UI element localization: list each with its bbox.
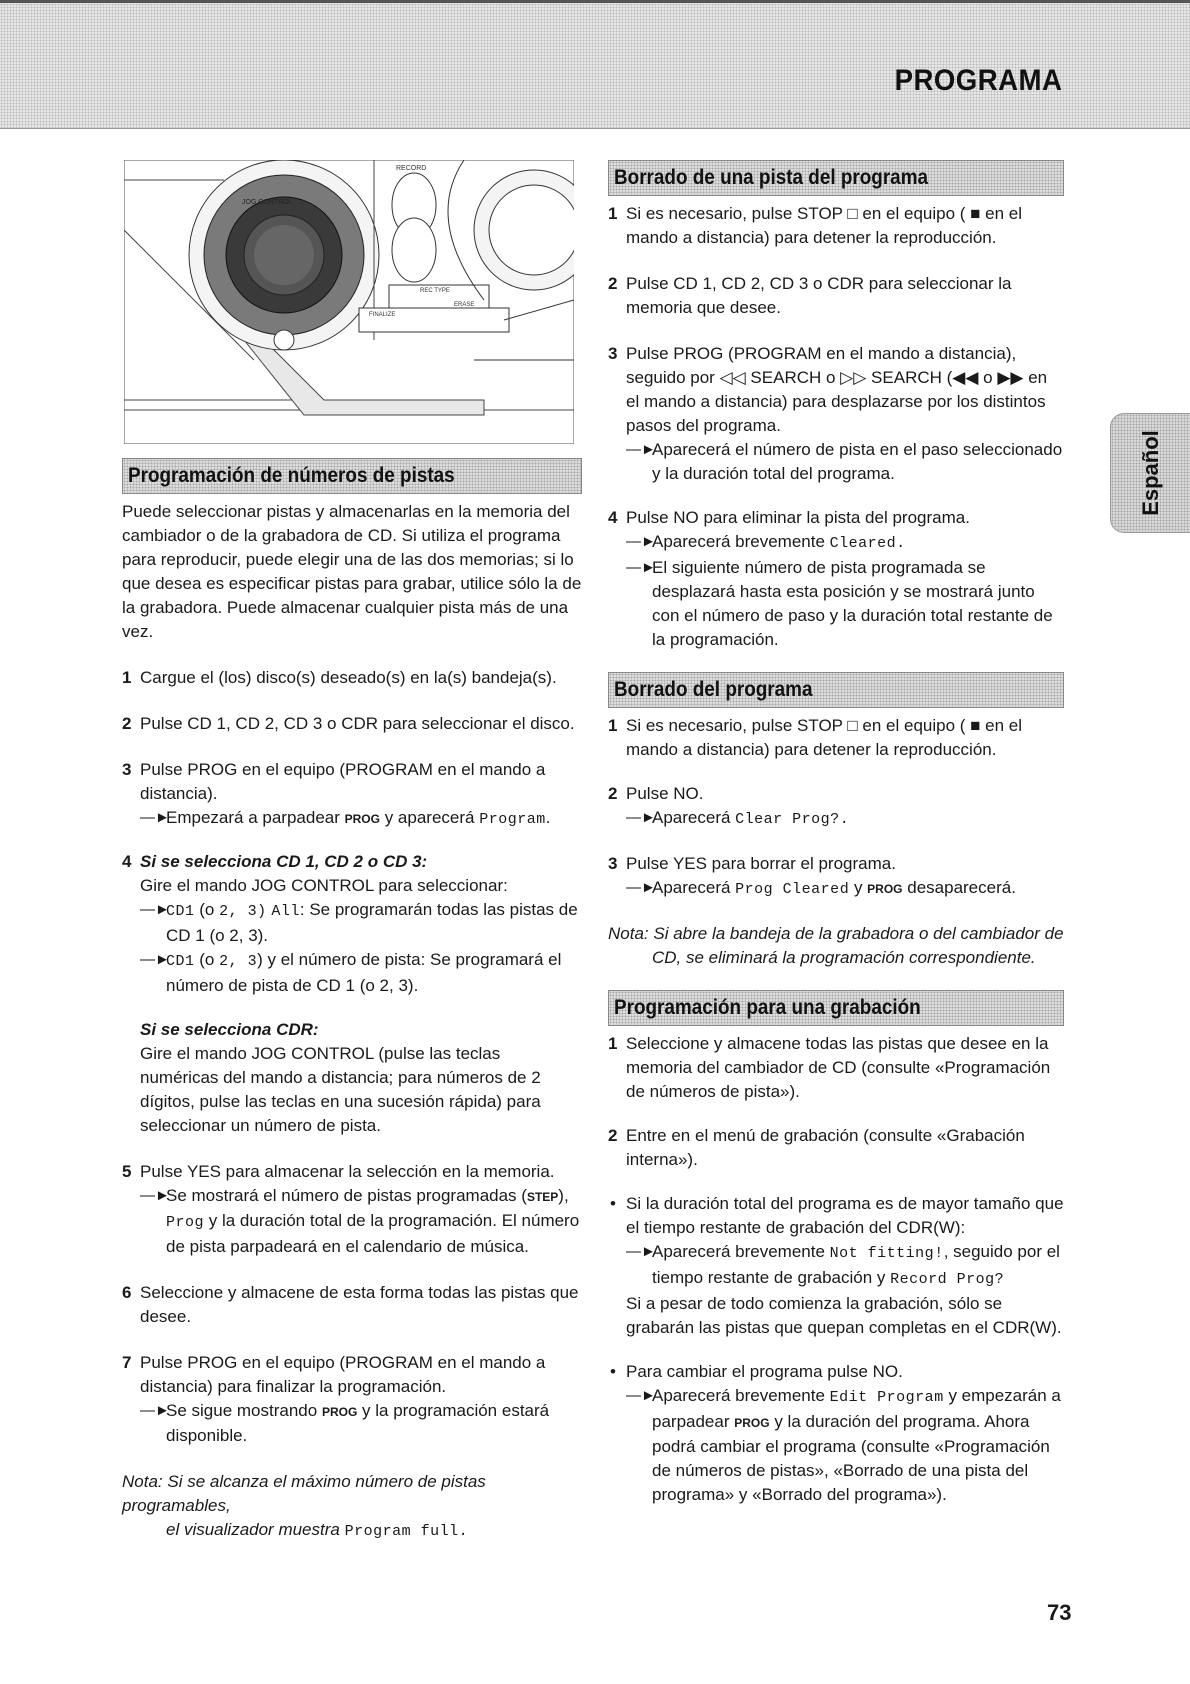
borrado-programa-step-2-result: —► Aparecerá Clear Prog?.: [626, 808, 850, 828]
erase-label: ERASE: [454, 302, 475, 308]
section-heading-programacion-grabacion: Programación para una grabación: [608, 990, 1064, 1026]
grabacion-step-1: 1 Seleccione y almacene todas las pistas que desee en la memoria del cambiador de CD (consulte «Programación de números de pista»).: [608, 1034, 1051, 1101]
grabacion-bullet-2: • Para cambiar el programa pulse NO. —► Aparecerá brevemente Edit Program y empezarán a parpadear PROG y la duración del programa. Ahora podrá cambiar el programa (consulte «Programación de números de pistas», «Borrado de una pista del programa» y «Borrado del programa»).: [608, 1360, 1064, 1507]
borrado-pista-step-4: 4 Pulse NO para eliminar la pista del programa. —► Aparecerá brevemente Cleared. —► El siguiente número de pista programada se desplazará hasta esta posición y se mostrará junto con el número de paso y la duración total restante de la programación.: [608, 506, 1064, 652]
borrado-pista-step-4-result-1: —► Aparecerá brevemente Cleared.: [626, 532, 906, 552]
page-title: PROGRAMA: [894, 64, 1062, 97]
borrado-pista-step-3: 3 Pulse PROG (PROGRAM en el mando a distancia), seguido por ◁◁ SEARCH o ▷▷ SEARCH (◀◀ o ▶▶ en el mando a distancia) para desplazarse por los distintos pasos del programa. —► Aparecerá el número de pista en el paso seleccionado y la duración total del programa.: [608, 342, 1064, 486]
header-band: [0, 0, 1190, 129]
step-4-option-all: —► CD1 (o 2, 3) All: Se programarán todas las pistas de CD 1 (o 2, 3).: [140, 900, 578, 945]
rec-type-label: REC TYPE: [420, 288, 450, 294]
grabacion-bullet-1: • Si la duración total del programa es de mayor tamaño que el tiempo restante de grabación del CDR(W): —► Aparecerá brevemente Not fitting!, seguido por el tiempo restante de grabación y Record Prog? Si a pesar de todo comienza la grabación, sólo se grabarán las pistas que quepan completas en el CDR(W).: [610, 1194, 1064, 1337]
device-illustration: [124, 160, 574, 444]
grabacion-bullet-1-result: —► Aparecerá brevemente Not fitting!, seguido por el tiempo restante de grabación y Record Prog?: [626, 1242, 1060, 1288]
borrado-programa-step-3: 3 Pulse YES para borrar el programa. —► Aparecerá Prog Cleared y PROG desaparecerá.: [608, 852, 1064, 902]
section-heading-borrado-pista: Borrado de una pista del programa: [608, 160, 1064, 196]
step-3: 3 Pulse PROG en el equipo (PROGRAM en el mando a distancia). —► Empezará a parpadear PROG y aparecerá Program.: [122, 758, 582, 832]
right-column: [608, 160, 1064, 1507]
grabacion-step-2: 2 Entre en el menú de grabación (consulte «Grabación interna»).: [608, 1126, 1025, 1169]
finalize-label: FINALIZE: [369, 312, 396, 318]
borrado-programa-step-2: 2 Pulse NO. —► Aparecerá Clear Prog?.: [608, 782, 1064, 832]
right-note: Nota: Si abre la bandeja de la grabadora o del cambiador de CD, se eliminará la programación correspondiente.: [608, 924, 1064, 967]
borrado-pista-step-4-result-2: —► El siguiente número de pista programada se desplazará hasta esta posición y se mostrará junto con el número de paso y la duración total restante de la programación.: [626, 558, 1053, 649]
step-1: 1 Cargue el (los) disco(s) deseado(s) en la(s) bandeja(s).: [122, 668, 557, 687]
grabacion-bullet-2-result: —► Aparecerá brevemente Edit Program y empezarán a parpadear PROG y la duración del programa. Ahora podrá cambiar el programa (consulte «Programación de números de pistas», «Borrado de una pista del programa» y «Borrado del programa»).: [626, 1386, 1061, 1504]
borrado-programa-step-1: 1 Si es necesario, pulse STOP □ en el equipo ( ■ en el mando a distancia) para detener la reproducción.: [608, 716, 1023, 759]
step-2: 2 Pulse CD 1, CD 2, CD 3 o CDR para seleccionar el disco.: [122, 714, 575, 733]
intro-paragraph: Puede seleccionar pistas y almacenarlas en la memoria del cambiador o de la grabadora de CD. Si utiliza el programa para reproducir, puede elegir una de las dos memorias; si lo que desea es especificar pistas para grabar, utilice sólo la de la grabadora. Puede almacenar cualquier pista más de una vez.: [122, 502, 582, 641]
step-6: 6 Seleccione y almacene de esta forma todas las pistas que desee.: [122, 1283, 579, 1326]
language-tab-espanol: Español: [1110, 413, 1190, 533]
borrado-pista-step-2: 2 Pulse CD 1, CD 2, CD 3 o CDR para seleccionar la memoria que desee.: [608, 274, 1012, 317]
jog-control-label: JOG CONTROL: [242, 199, 293, 206]
step-5-result: —► Se mostrará el número de pistas programadas (STEP), Prog y la duración total de la programación. El número de pista parpadeará en el calendario de música.: [140, 1186, 580, 1256]
record-label: RECORD: [396, 165, 427, 172]
left-column: [122, 458, 582, 1544]
step-4: 4 Si se selecciona CD 1, CD 2 o CD 3: Gire el mando JOG CONTROL para seleccionar: —► CD1 (o 2, 3) All: Se programarán todas las pistas de CD 1 (o 2, 3). —► CD1 (o 2, 3) y el número de pista: Se programará el número de pista de CD 1 (o 2, 3). Si se selecciona CDR: Gire el mando JOG CONTROL (pulse las teclas numéricas del mando a distancia; para números de 2 dígitos, pulse las teclas en una sucesión rápida) para seleccionar un número de pista.: [122, 850, 582, 1138]
cdr-text: Gire el mando JOG CONTROL (pulse las teclas numéricas del mando a distancia; para números de 2 dígitos, pulse las teclas en una sucesión rápida) para seleccionar un número de pista.: [140, 1044, 541, 1135]
step-3-result: —► Empezará a parpadear PROG y aparecerá Program.: [140, 808, 551, 828]
section-heading-programacion-numeros: Programación de números de pistas: [122, 458, 582, 494]
page-number: 73: [1047, 1600, 1072, 1625]
borrado-pista-step-3-result: —► Aparecerá el número de pista en el paso seleccionado y la duración total del programa.: [626, 440, 1063, 483]
step-5: 5 Pulse YES para almacenar la selección en la memoria. —► Se mostrará el número de pistas programadas (STEP), Prog y la duración total de la programación. El número de pista parpadeará en el calendario de música.: [122, 1160, 582, 1259]
left-note: Nota: Si se alcanza el máximo número de pistas programables, el visualizador muestra Program full.: [122, 1472, 486, 1540]
section-heading-borrado-programa: Borrado del programa: [608, 672, 1064, 708]
step-4-option-track: —► CD1 (o 2, 3) y el número de pista: Se programará el número de pista de CD 1 (o 2, 3).: [140, 950, 562, 995]
cdr-subtitle: Si se selecciona CDR:: [140, 1020, 319, 1039]
borrado-pista-step-1: 1 Si es necesario, pulse STOP □ en el equipo ( ■ en el mando a distancia) para detener la reproducción.: [608, 204, 1023, 247]
step-7: 7 Pulse PROG en el equipo (PROGRAM en el mando a distancia) para finalizar la programación. —► Se sigue mostrando PROG y la programación estará disponible.: [122, 1351, 582, 1448]
step-7-result: —► Se sigue mostrando PROG y la programación estará disponible.: [140, 1401, 550, 1445]
borrado-programa-step-3-result: —► Aparecerá Prog Cleared y PROG desaparecerá.: [626, 878, 1016, 898]
